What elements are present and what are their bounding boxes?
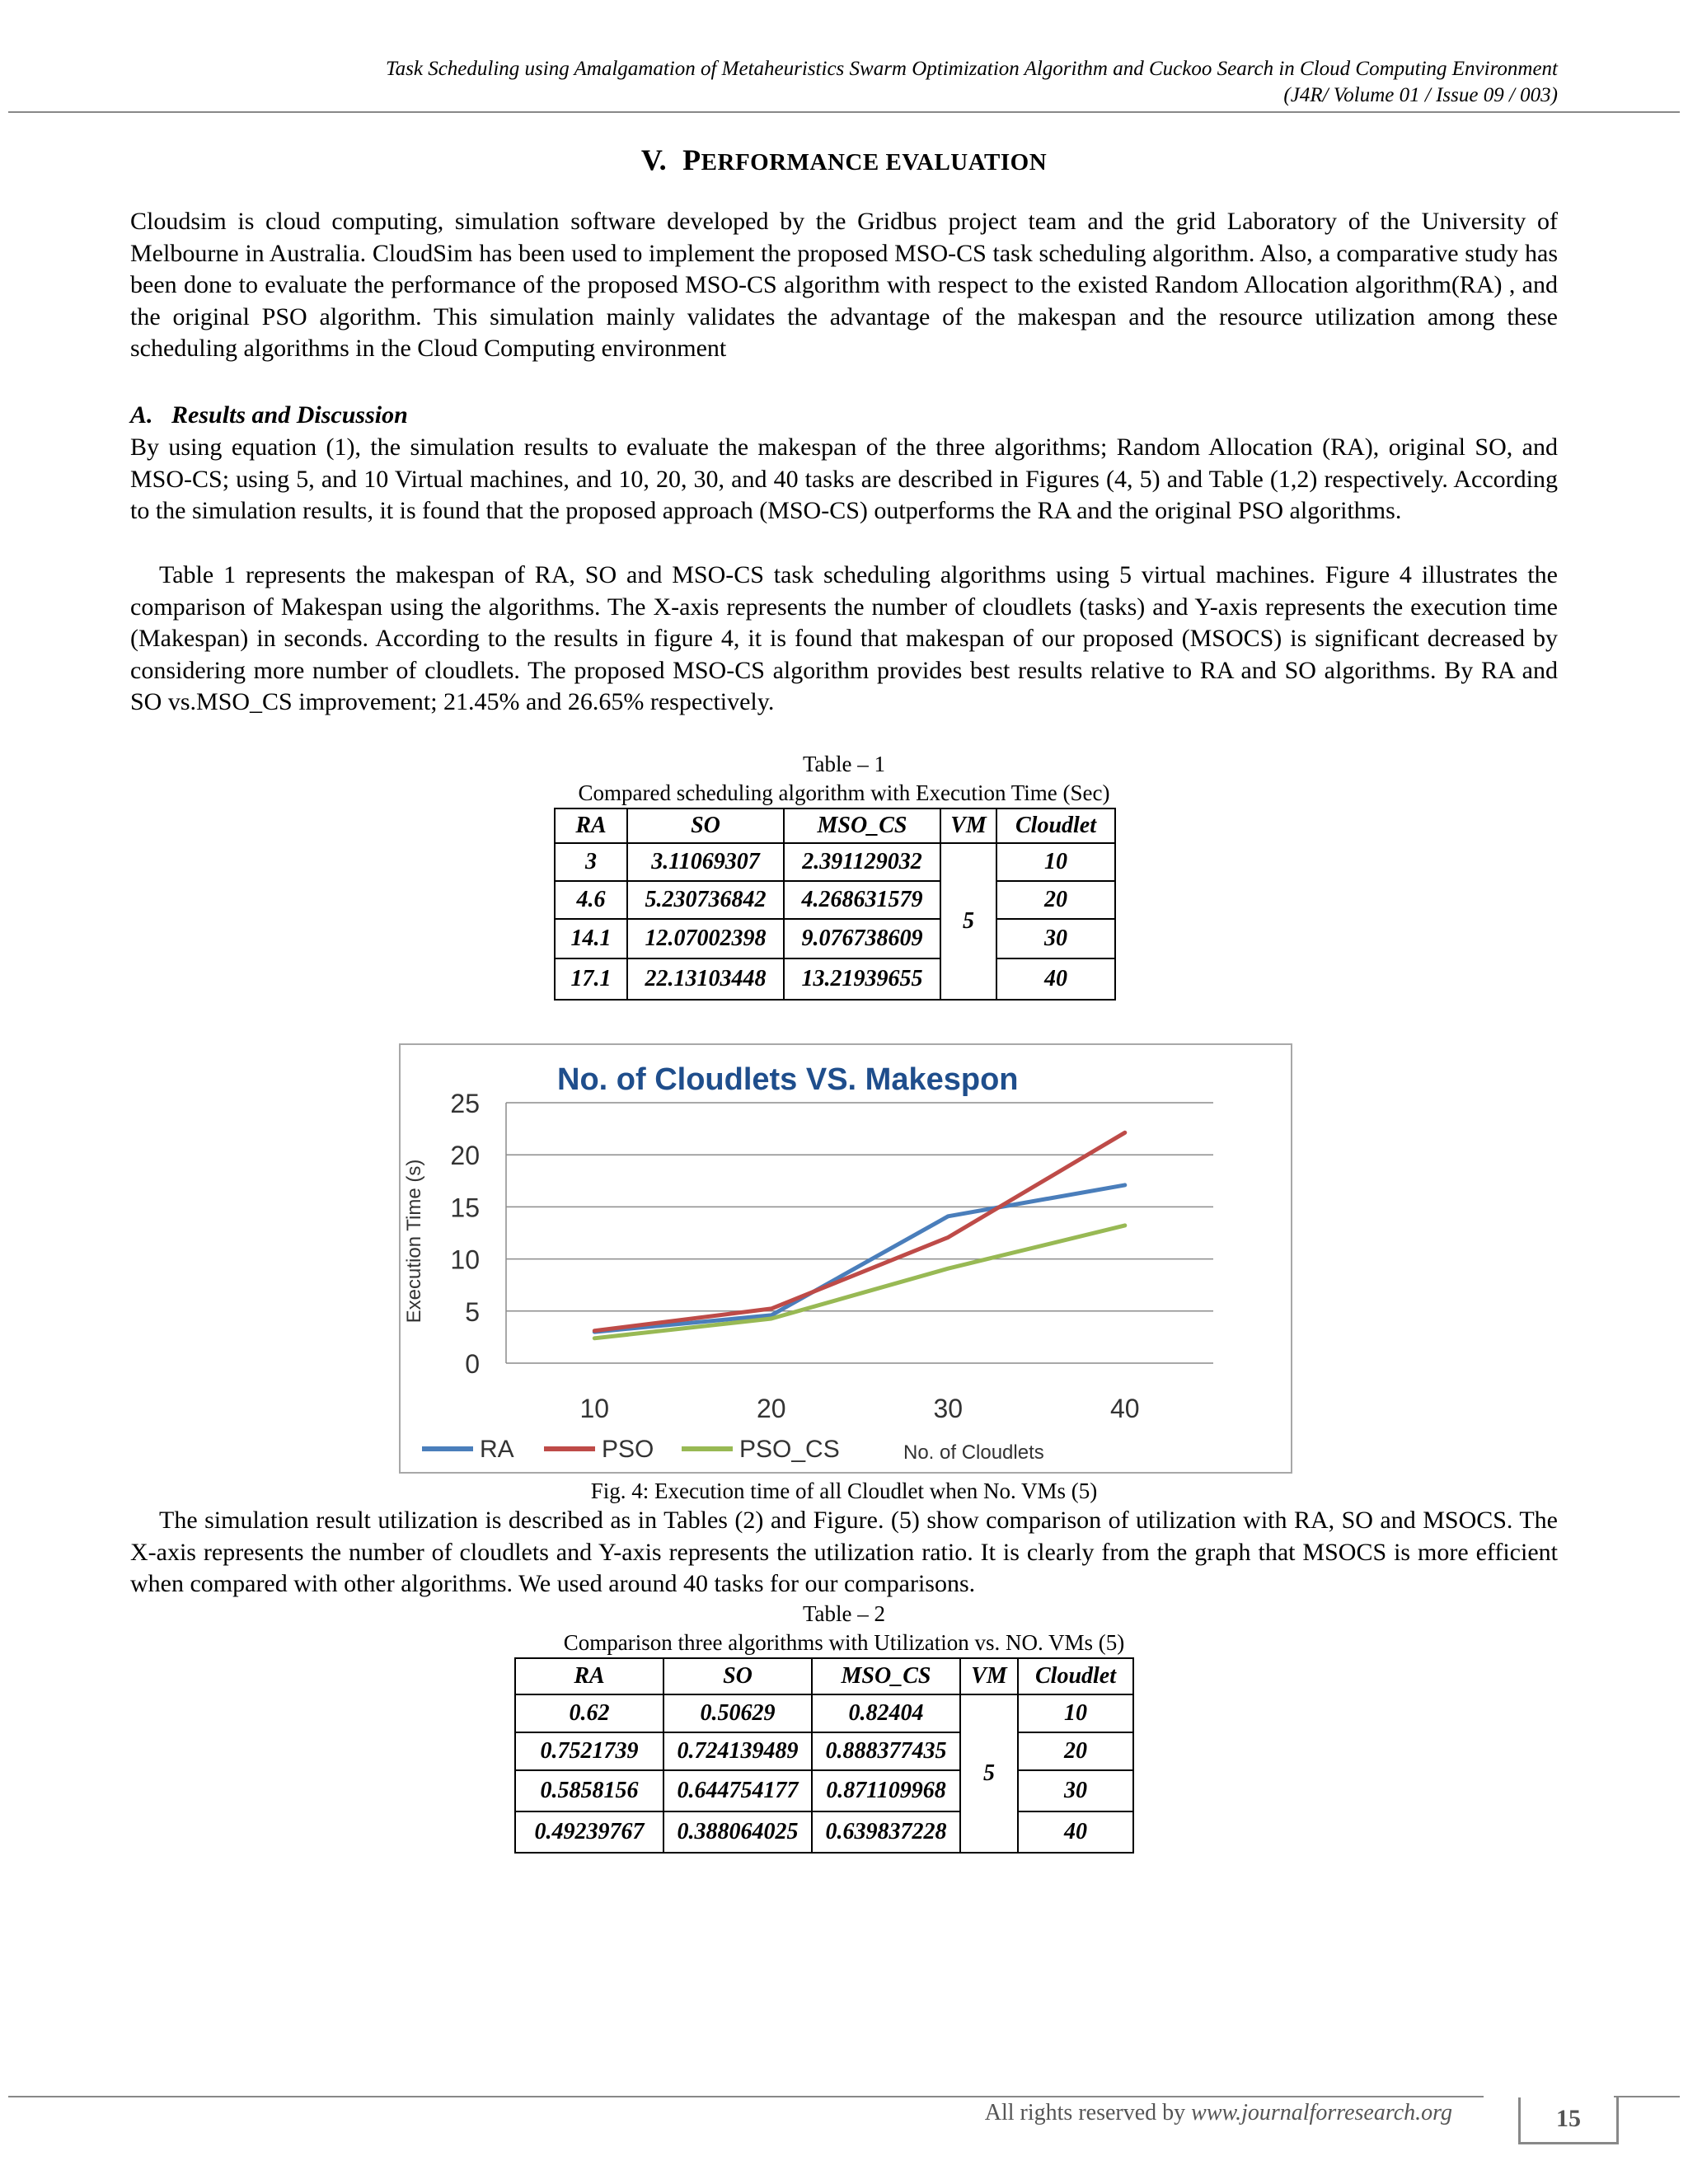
table-cell: 3.11069307 (627, 843, 784, 881)
table2-label: Table – 2 (802, 1601, 886, 1626)
table-row (515, 1811, 1133, 1853)
table-cell: 0.644754177 (663, 1770, 812, 1811)
vm-count-cell: 5 (960, 1694, 1018, 1853)
section-heading (0, 143, 1688, 177)
x-tick-label: 30 (933, 1394, 964, 1423)
column-header: MSO_CS (812, 1658, 960, 1694)
x-axis-title: No. of Cloudlets (903, 1441, 1044, 1464)
table-row (555, 843, 1115, 881)
table-header-row (555, 808, 1115, 843)
cloudlet-cell: 30 (996, 919, 1115, 958)
footer-rule (8, 2096, 1484, 2097)
table-row (555, 958, 1115, 1000)
figure4-chart (399, 1043, 1292, 1474)
cloudlet-cell: 40 (1018, 1811, 1133, 1853)
table-cell: 0.388064025 (663, 1811, 812, 1853)
legend-label: PSO_CS (739, 1436, 840, 1463)
column-header: Cloudlet (1018, 1658, 1133, 1694)
column-header: VM (960, 1658, 1018, 1694)
y-tick-label: 10 (450, 1244, 480, 1275)
figure4-caption: Fig. 4: Execution time of all Cloudlet when No. VMs (5) (590, 1479, 1098, 1503)
table1-caption: Compared scheduling algorithm with Execution Time (Sec) (578, 780, 1110, 805)
table-cell: 0.62 (515, 1694, 663, 1732)
table-cell: 0.50629 (663, 1694, 812, 1732)
y-tick-label: 5 (465, 1296, 480, 1327)
table-cell: 0.7521739 (515, 1732, 663, 1770)
series-line-pso (594, 1132, 1125, 1330)
paragraph-intro: Cloudsim is cloud computing, simulation software developed by the Gridbus project team and the grid Laboratory of the University of Melbourne in Australia. CloudSim has been used to implement the proposed MSO-CS task scheduling algorithm. Also, a comparative study has been done to evaluate the performance of the proposed MSO-CS algorithm with respect to the existed Random Allocation algorithm(RA) , and the original PSO algorithm. This simulation mainly validates the advantage of the makespan and the resource utilization among these scheduling algorithms in the Cloud Computing environment (130, 208, 1558, 362)
chart-title: No. of Cloudlets VS. Makespon (557, 1062, 1019, 1097)
footer-rule-tail (1614, 2096, 1680, 2097)
table-cell: 5.230736842 (627, 881, 784, 919)
header-rule (8, 111, 1680, 113)
table-row (555, 919, 1115, 958)
section-number: V. (640, 143, 668, 176)
table-cell: 4.268631579 (784, 881, 940, 919)
column-header: RA (555, 808, 627, 843)
subsection-heading: A. Results and Discussion (130, 401, 408, 429)
legend-label: RA (480, 1436, 514, 1463)
table-row (555, 881, 1115, 919)
table-cell: 13.21939655 (784, 958, 940, 1000)
makespan-line-chart (401, 1045, 1291, 1472)
y-tick-label: 0 (465, 1349, 480, 1379)
table-row (515, 1770, 1133, 1811)
footer-rights (985, 2100, 1452, 2126)
running-header (386, 56, 1558, 109)
paragraph-utilization: The simulation result utilization is described as in Tables (2) and Figure. (5) show comparison of utilization with RA, SO and MSOCS. The X-axis represents the number of cloudlets and Y-axis represents the utilization ratio. It is clearly from the graph that MSOCS is more efficient when compared with other algorithms. We used around 40 tasks for our comparisons. (130, 1507, 1558, 1597)
vm-count-cell: 5 (940, 843, 996, 1000)
legend-label: PSO (602, 1436, 654, 1463)
table-cell: 0.871109968 (812, 1770, 960, 1811)
column-header: SO (627, 808, 784, 843)
table-header-row (515, 1658, 1133, 1694)
footer-url: www.journalforresearch.org (1191, 2100, 1452, 2125)
x-tick-label: 40 (1109, 1394, 1140, 1423)
cloudlet-cell: 10 (1018, 1694, 1133, 1732)
table2-caption: Comparison three algorithms with Utilization vs. NO. VMs (5) (563, 1630, 1125, 1655)
table-cell: 0.49239767 (515, 1811, 663, 1853)
column-header: SO (663, 1658, 812, 1694)
column-header: RA (515, 1658, 663, 1694)
footer-rights-label: All rights reserved by (984, 2100, 1186, 2125)
table-cell: 0.888377435 (812, 1732, 960, 1770)
cloudlet-cell: 20 (996, 881, 1115, 919)
cloudlet-cell: 40 (996, 958, 1115, 1000)
paragraph-results: By using equation (1), the simulation results to evaluate the makespan of the three algorithms; Random Allocation (RA), original SO, and MSO-CS; using 5, and 10 Virtual machines, and 10, 20, 30, and 40 tasks are described in Figures (4, 5) and Table (1,2) respectively. According to the simulation results, it is found that the proposed approach (MSO-CS) outperforms the RA and the original PSO algorithms. (130, 434, 1558, 524)
column-header: MSO_CS (784, 808, 940, 843)
x-tick-label: 20 (756, 1394, 786, 1423)
table-cell: 17.1 (555, 958, 627, 1000)
table1 (554, 808, 1116, 1001)
table-cell: 14.1 (555, 919, 627, 958)
table-cell: 3 (555, 843, 627, 881)
header-title: Task Scheduling using Amalgamation of Metaheuristics Swarm Optimization Algorithm and Cuckoo Search in Cloud Computing Environment (386, 58, 1558, 80)
paragraph-table1-discussion: Table 1 represents the makespan of RA, SO and MSO-CS task scheduling algorithms using 5 virtual machines. Figure 4 illustrates the comparison of Makespan using the algorithms. The X-axis represents the number of cloudlets (tasks) and Y-axis represents the execution time (Makespan) in seconds. According to the results in figure 4, it is found that makespan of our proposed (MSOCS) is significant decreased by considering more number of cloudlets. The proposed MSO-CS algorithm provides best results relative to RA and SO algorithms. By RA and SO vs.MSO_CS improvement; 21.45% and 26.65% respectively. (130, 561, 1558, 715)
table2 (514, 1657, 1134, 1854)
y-axis-title: Execution Time (s) (403, 1159, 425, 1324)
y-tick-label: 20 (450, 1141, 480, 1171)
y-tick-label: 25 (450, 1089, 480, 1118)
table-cell: 4.6 (555, 881, 627, 919)
table-cell: 2.391129032 (784, 843, 940, 881)
table-cell: 22.13103448 (627, 958, 784, 1000)
table-cell: 12.07002398 (627, 919, 784, 958)
table-row (515, 1732, 1133, 1770)
x-tick-label: 10 (579, 1394, 610, 1423)
column-header: VM (940, 808, 996, 843)
table-cell: 0.724139489 (663, 1732, 812, 1770)
page-number: 15 (1518, 2097, 1619, 2144)
cloudlet-cell: 10 (996, 843, 1115, 881)
table-row (515, 1694, 1133, 1732)
header-issue: (J4R/ Volume 01 / Issue 09 / 003) (1283, 84, 1558, 106)
cloudlet-cell: 30 (1018, 1770, 1133, 1811)
table1-label: Table – 1 (802, 752, 886, 776)
section-title-initial: P (682, 143, 701, 176)
section-title-rest: ERFORMANCE EVALUATION (701, 149, 1048, 176)
cloudlet-cell: 20 (1018, 1732, 1133, 1770)
table-cell: 9.076738609 (784, 919, 940, 958)
table-cell: 0.82404 (812, 1694, 960, 1732)
table-cell: 0.639837228 (812, 1811, 960, 1853)
y-tick-label: 15 (450, 1193, 480, 1223)
column-header: Cloudlet (996, 808, 1115, 843)
table-cell: 0.5858156 (515, 1770, 663, 1811)
